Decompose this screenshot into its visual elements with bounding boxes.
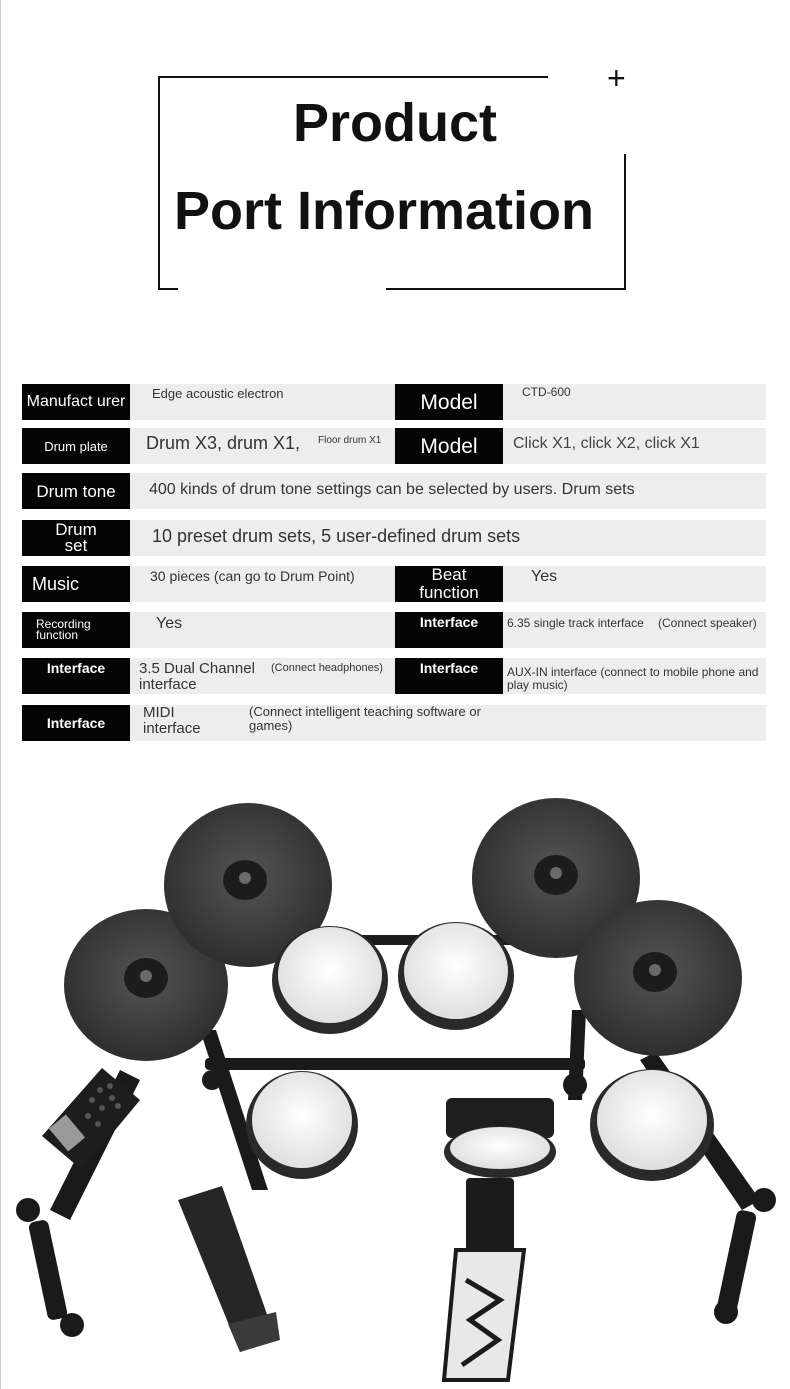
interface-label: Interface <box>22 658 130 694</box>
plus-icon: + <box>607 60 626 96</box>
music-label: Music <box>22 566 130 602</box>
interface-value: 3.5 Dual Channel interface <box>139 660 255 693</box>
drum-plate-value: Drum X3, drum X1, <box>146 433 301 453</box>
model-value: CTD-600 <box>522 385 571 399</box>
hihat-pedal <box>178 1186 280 1352</box>
drum-set-label: Drum set <box>22 520 130 556</box>
floor-tom-pad <box>590 1069 714 1181</box>
tom-pad-1 <box>272 926 388 1034</box>
interface-value: 6.35 single track interface <box>507 616 644 630</box>
drum-plate-note: Floor drum X1 <box>318 435 382 446</box>
drum-set-value: 10 preset drum sets, 5 user-defined drum sets <box>152 526 521 546</box>
kick-pad <box>444 1098 556 1178</box>
model-label: Model <box>395 384 503 420</box>
frame-bottom-right-line <box>386 288 626 290</box>
spec-row <box>22 612 766 648</box>
beat-function-value: Yes <box>531 568 558 585</box>
spec-row <box>22 428 766 464</box>
interface-value: AUX-IN interface (connect to mobile phone and play music) <box>507 665 759 692</box>
spec-row <box>22 658 766 694</box>
interface-note: (Connect speaker) <box>658 616 757 630</box>
interface-value: MIDI interface <box>143 704 201 737</box>
drum-plate-label: Drum plate <box>22 428 130 464</box>
model-value: Click X1, click X2, click X1 <box>513 435 700 452</box>
interface-label: Interface <box>395 658 503 694</box>
recording-function-label: Recording function <box>22 612 130 648</box>
cymbal-ride <box>574 900 742 1056</box>
recording-function-value: Yes <box>156 615 183 632</box>
spec-row <box>22 520 766 556</box>
interface-note: (Connect headphones) <box>271 662 383 674</box>
spec-row <box>22 705 766 741</box>
interface-note: (Connect intelligent teaching software or games) <box>249 704 481 733</box>
model-label: Model <box>395 428 503 464</box>
tom-pad-2 <box>398 922 514 1030</box>
electronic-drum-kit-illustration <box>0 780 790 1389</box>
interface-label: Interface <box>395 612 503 648</box>
spec-row <box>22 473 766 509</box>
page-title-line1: Product <box>292 93 497 153</box>
kick-pedal <box>444 1178 524 1380</box>
snare-pad <box>246 1071 358 1179</box>
drum-tone-label: Drum tone <box>22 473 130 509</box>
manufacturer-value: Edge acoustic electron <box>152 386 284 401</box>
interface-label: Interface <box>22 705 130 741</box>
spec-row <box>22 384 766 420</box>
page-title-line2: Port Information <box>174 181 594 241</box>
manufacturer-label: Manufact urer <box>22 384 130 420</box>
frame-top-line <box>158 76 548 78</box>
music-value: 30 pieces (can go to Drum Point) <box>150 568 355 584</box>
beat-function-label: Beat function <box>395 566 503 602</box>
frame-bottom-left-line <box>158 288 178 290</box>
frame-right-line <box>624 154 626 290</box>
spec-row <box>22 566 766 602</box>
drum-tone-value: 400 kinds of drum tone settings can be selected by users. Drum sets <box>149 481 635 498</box>
